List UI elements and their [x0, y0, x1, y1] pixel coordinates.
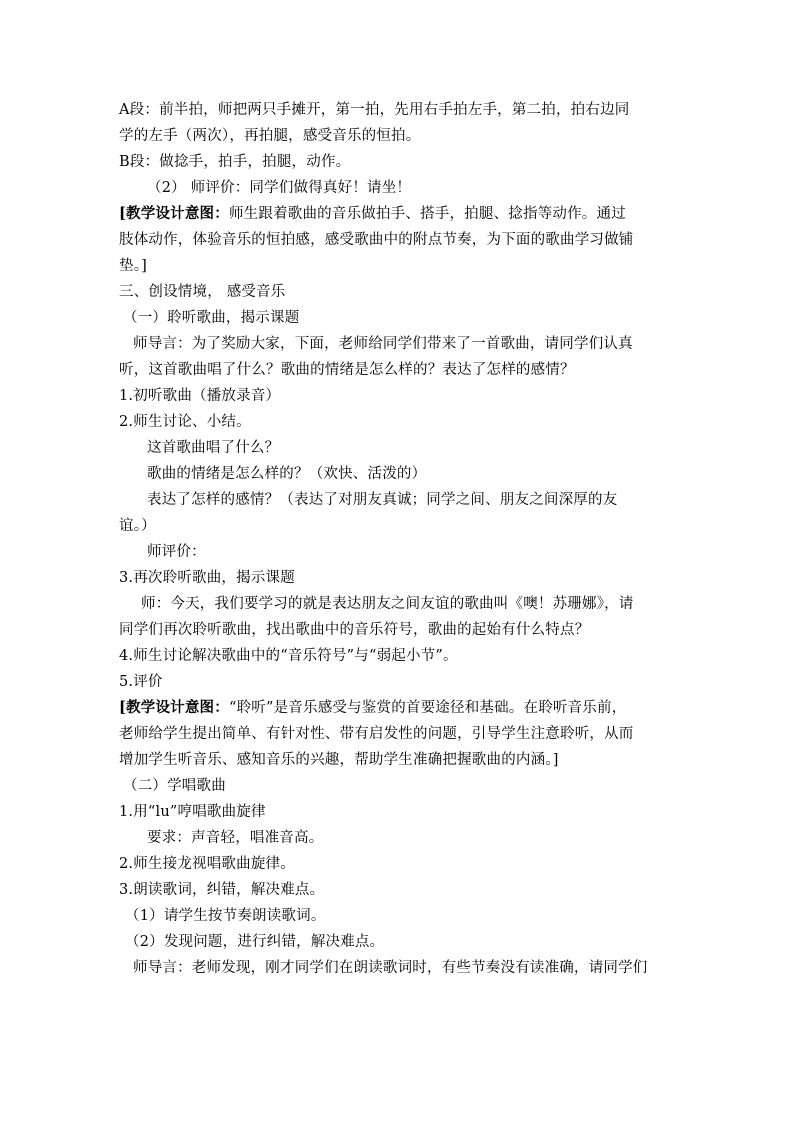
list-item: 3.朗读歌词，纠错，解决难点。: [119, 882, 325, 898]
subsection-heading: （二）学唱歌曲: [123, 778, 226, 794]
design-intent-paragraph: [119, 695, 689, 721]
text-line: （2）发现问题，进行纠错，解决难点。: [125, 934, 385, 950]
list-item: 4.师生讨论解决歌曲中的“音乐符号”与“弱起小节”。: [119, 648, 458, 664]
list-item: 3.再次聆听歌曲，揭示课题: [119, 570, 295, 586]
design-intent-paragraph: [119, 201, 689, 227]
text-line: 要求：声音轻，唱准音高。: [147, 830, 324, 846]
text-line: 肢体动作，体验音乐的恒拍感，感受歌曲中的附点节奏，为下面的歌曲学习做铺: [119, 232, 634, 248]
design-intent-label: [教学设计意图：: [119, 205, 229, 222]
design-intent-label: [教学设计意图：: [119, 699, 229, 716]
subsection-heading: （一）聆听歌曲，揭示课题: [123, 310, 300, 326]
text-line: 这首歌曲唱了什么？: [147, 440, 280, 456]
document-body: [119, 97, 689, 981]
text-line: 表达了怎样的感情？（表达了对朋友真诚；同学之间、朋友之间深厚的友: [147, 492, 618, 508]
text-line: 老师给学生提出简单、有针对性、带有启发性的问题，引导学生注意聆听，从而: [119, 726, 634, 742]
text-segment: “聆听”是音乐感受与鉴赏的首要途径和基础。在聆听音乐前，: [228, 700, 627, 716]
list-item: 2.师生讨论、小结。: [119, 414, 251, 430]
text-line: 增加学生听音乐、感知音乐的兴趣，帮助学生准确把握歌曲的内涵。]: [119, 752, 559, 768]
list-item: 1.用“lu”哼唱歌曲旋律: [119, 804, 266, 820]
list-item: 1.初听歌曲（播放录音）: [119, 388, 281, 404]
section-heading: 三、创设情境， 感受音乐: [119, 284, 286, 300]
text-line: （2） 师评价：同学们做得真好！请坐！: [147, 180, 412, 196]
text-line: 师导言：老师发现，刚才同学们在朗读歌词时，有些节奏没有读准确，请同学们: [133, 960, 648, 976]
text-line: 师：今天，我们要学习的就是表达朋友之间友谊的歌曲叫《噢！苏珊娜》，请: [141, 596, 634, 612]
text-line: B段：做捻手，拍手，拍腿，动作。: [119, 154, 351, 170]
text-line: 歌曲的情绪是怎么样的？（欢快、活泼的）: [147, 466, 427, 482]
text-line: 学的左手（两次），再拍腿，感受音乐的恒拍。: [119, 128, 421, 144]
list-item: 5.评价: [119, 674, 163, 690]
text-line: 师导言：为了奖励大家，下面，老师给同学们带来了一首歌曲，请同学们认真: [133, 336, 633, 352]
text-line: 师评价：: [147, 544, 206, 560]
text-line: 听，这首歌曲唱了什么？歌曲的情绪是怎么样的？表达了怎样的感情？: [119, 362, 575, 378]
text-line: （1）请学生按节奏朗读歌词。: [125, 908, 326, 924]
list-item: 2.师生接龙视唱歌曲旋律。: [119, 856, 295, 872]
text-line: 同学们再次聆听歌曲，找出歌曲中的音乐符号，歌曲的起始有什么特点？: [119, 622, 590, 638]
text-line: A段：前半拍，师把两只手摊开，第一拍，先用右手拍左手，第二拍，拍右边同: [119, 102, 630, 118]
text-line: 谊。）: [119, 518, 156, 534]
text-line: 垫。]: [119, 258, 148, 274]
text-segment: 师生跟着歌曲的音乐做拍手、搭手，拍腿、捻指等动作。通过: [228, 206, 626, 222]
